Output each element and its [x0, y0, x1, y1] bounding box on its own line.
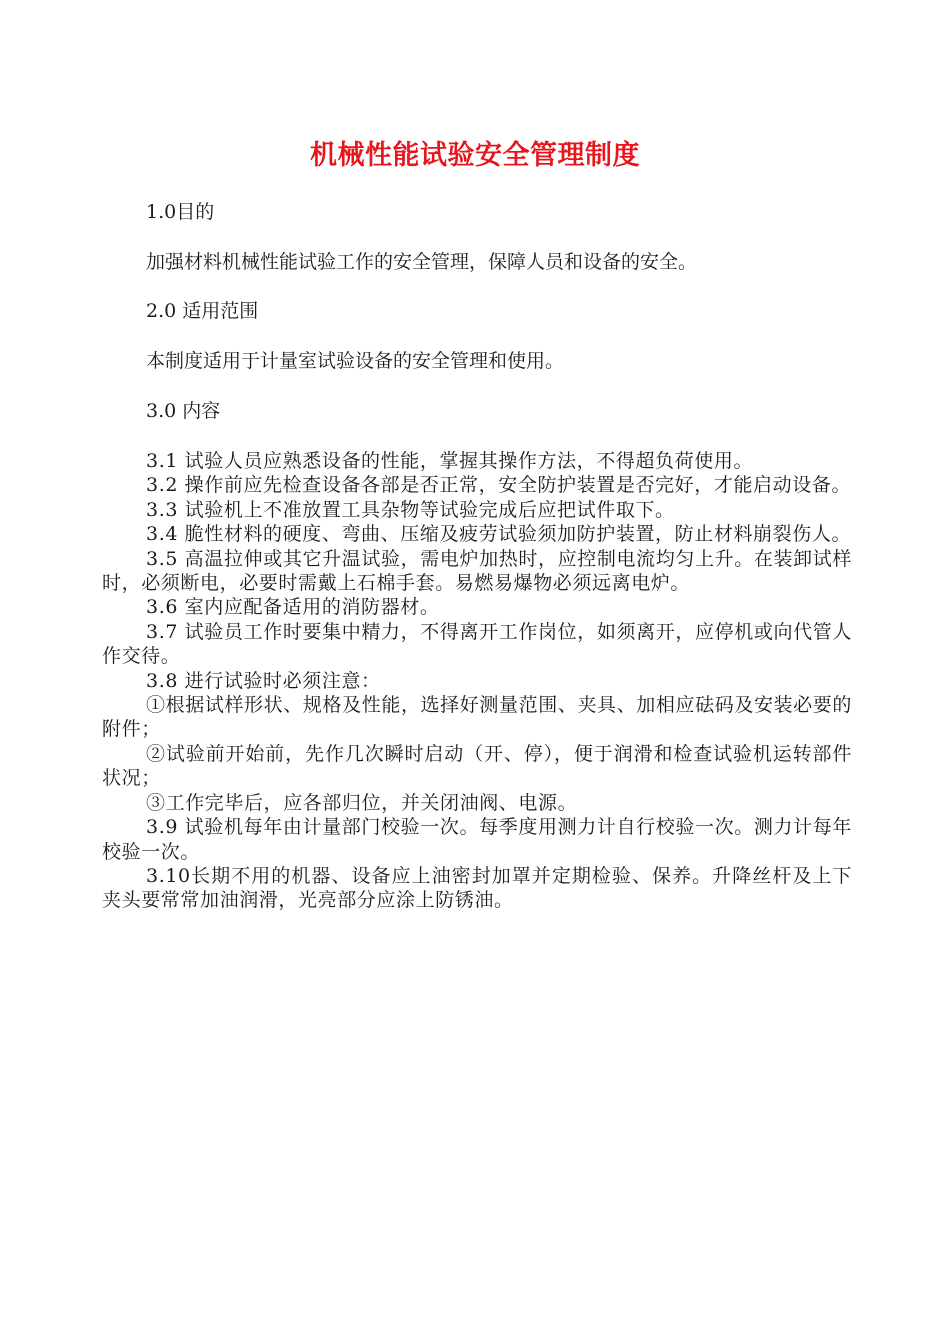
content-subitem-3: ③工作完毕后，应各部归位，并关闭油阀、电源。 — [146, 791, 578, 814]
content-item-3-10: 3.10长期不用的机器、设备应上油密封加罩并定期检验、保养。升降丝杆及上下夹头要常常加油润滑，光亮部分应涂上防锈油。 — [102, 864, 852, 912]
content-item-3-9: 3.9 试验机每年由计量部门校验一次。每季度用测力计自行校验一次。测力计每年校验一次。 — [102, 816, 852, 863]
content-item-3-6: 3.6 室内应配备适用的消防器材。 — [146, 596, 440, 619]
content-item-3-1: 3.1 试验人员应熟悉设备的性能，掌握其操作方法，不得超负荷使用。 — [146, 450, 754, 472]
section-heading-scope: 2.0 适用范围 — [146, 300, 259, 322]
content-item-3-8: 3.8 进行试验时必须注意： — [146, 669, 381, 692]
section-heading-content: 3.0 内容 — [146, 400, 221, 422]
content-item-3-5: 3.5 高温拉伸或其它升温试验，需电炉加热时，应控制电流均匀上升。在装卸试样时，必须断电，必要时需戴上石棉手套。易燃易爆物必须远离电炉。 — [102, 547, 852, 595]
content-items — [102, 449, 852, 913]
content-subitem-1: ①根据试样形状、规格及性能，选择好测量范围、夹具、加相应砝码及安装必要的附件； — [102, 694, 852, 741]
section-text-purpose: 加强材料机械性能试验工作的安全管理，保障人员和设备的安全。 — [146, 251, 698, 273]
content-item-3-7: 3.7 试验员工作时要集中精力，不得离开工作岗位，如须离开，应停机或向代管人作交待。 — [102, 620, 852, 668]
content-item-3-4: 3.4 脆性材料的硬度、弯曲、压缩及疲劳试验须加防护装置，防止材料崩裂伤人。 — [146, 523, 852, 546]
content-item-3-3: 3.3 试验机上不准放置工具杂物等试验完成后应把试件取下。 — [146, 498, 675, 521]
section-heading-purpose: 1.0目的 — [146, 201, 215, 223]
content-item-3-2: 3.2 操作前应先检查设备各部是否正常，安全防护装置是否完好，才能启动设备。 — [146, 474, 852, 497]
document-title: 机械性能试验安全管理制度 — [310, 140, 640, 171]
content-subitem-2: ②试验前开始前，先作几次瞬时启动（开、停），便于润滑和检查试验机运转部件状况； — [102, 742, 852, 790]
section-text-scope: 本制度适用于计量室试验设备的安全管理和使用。 — [146, 350, 565, 372]
